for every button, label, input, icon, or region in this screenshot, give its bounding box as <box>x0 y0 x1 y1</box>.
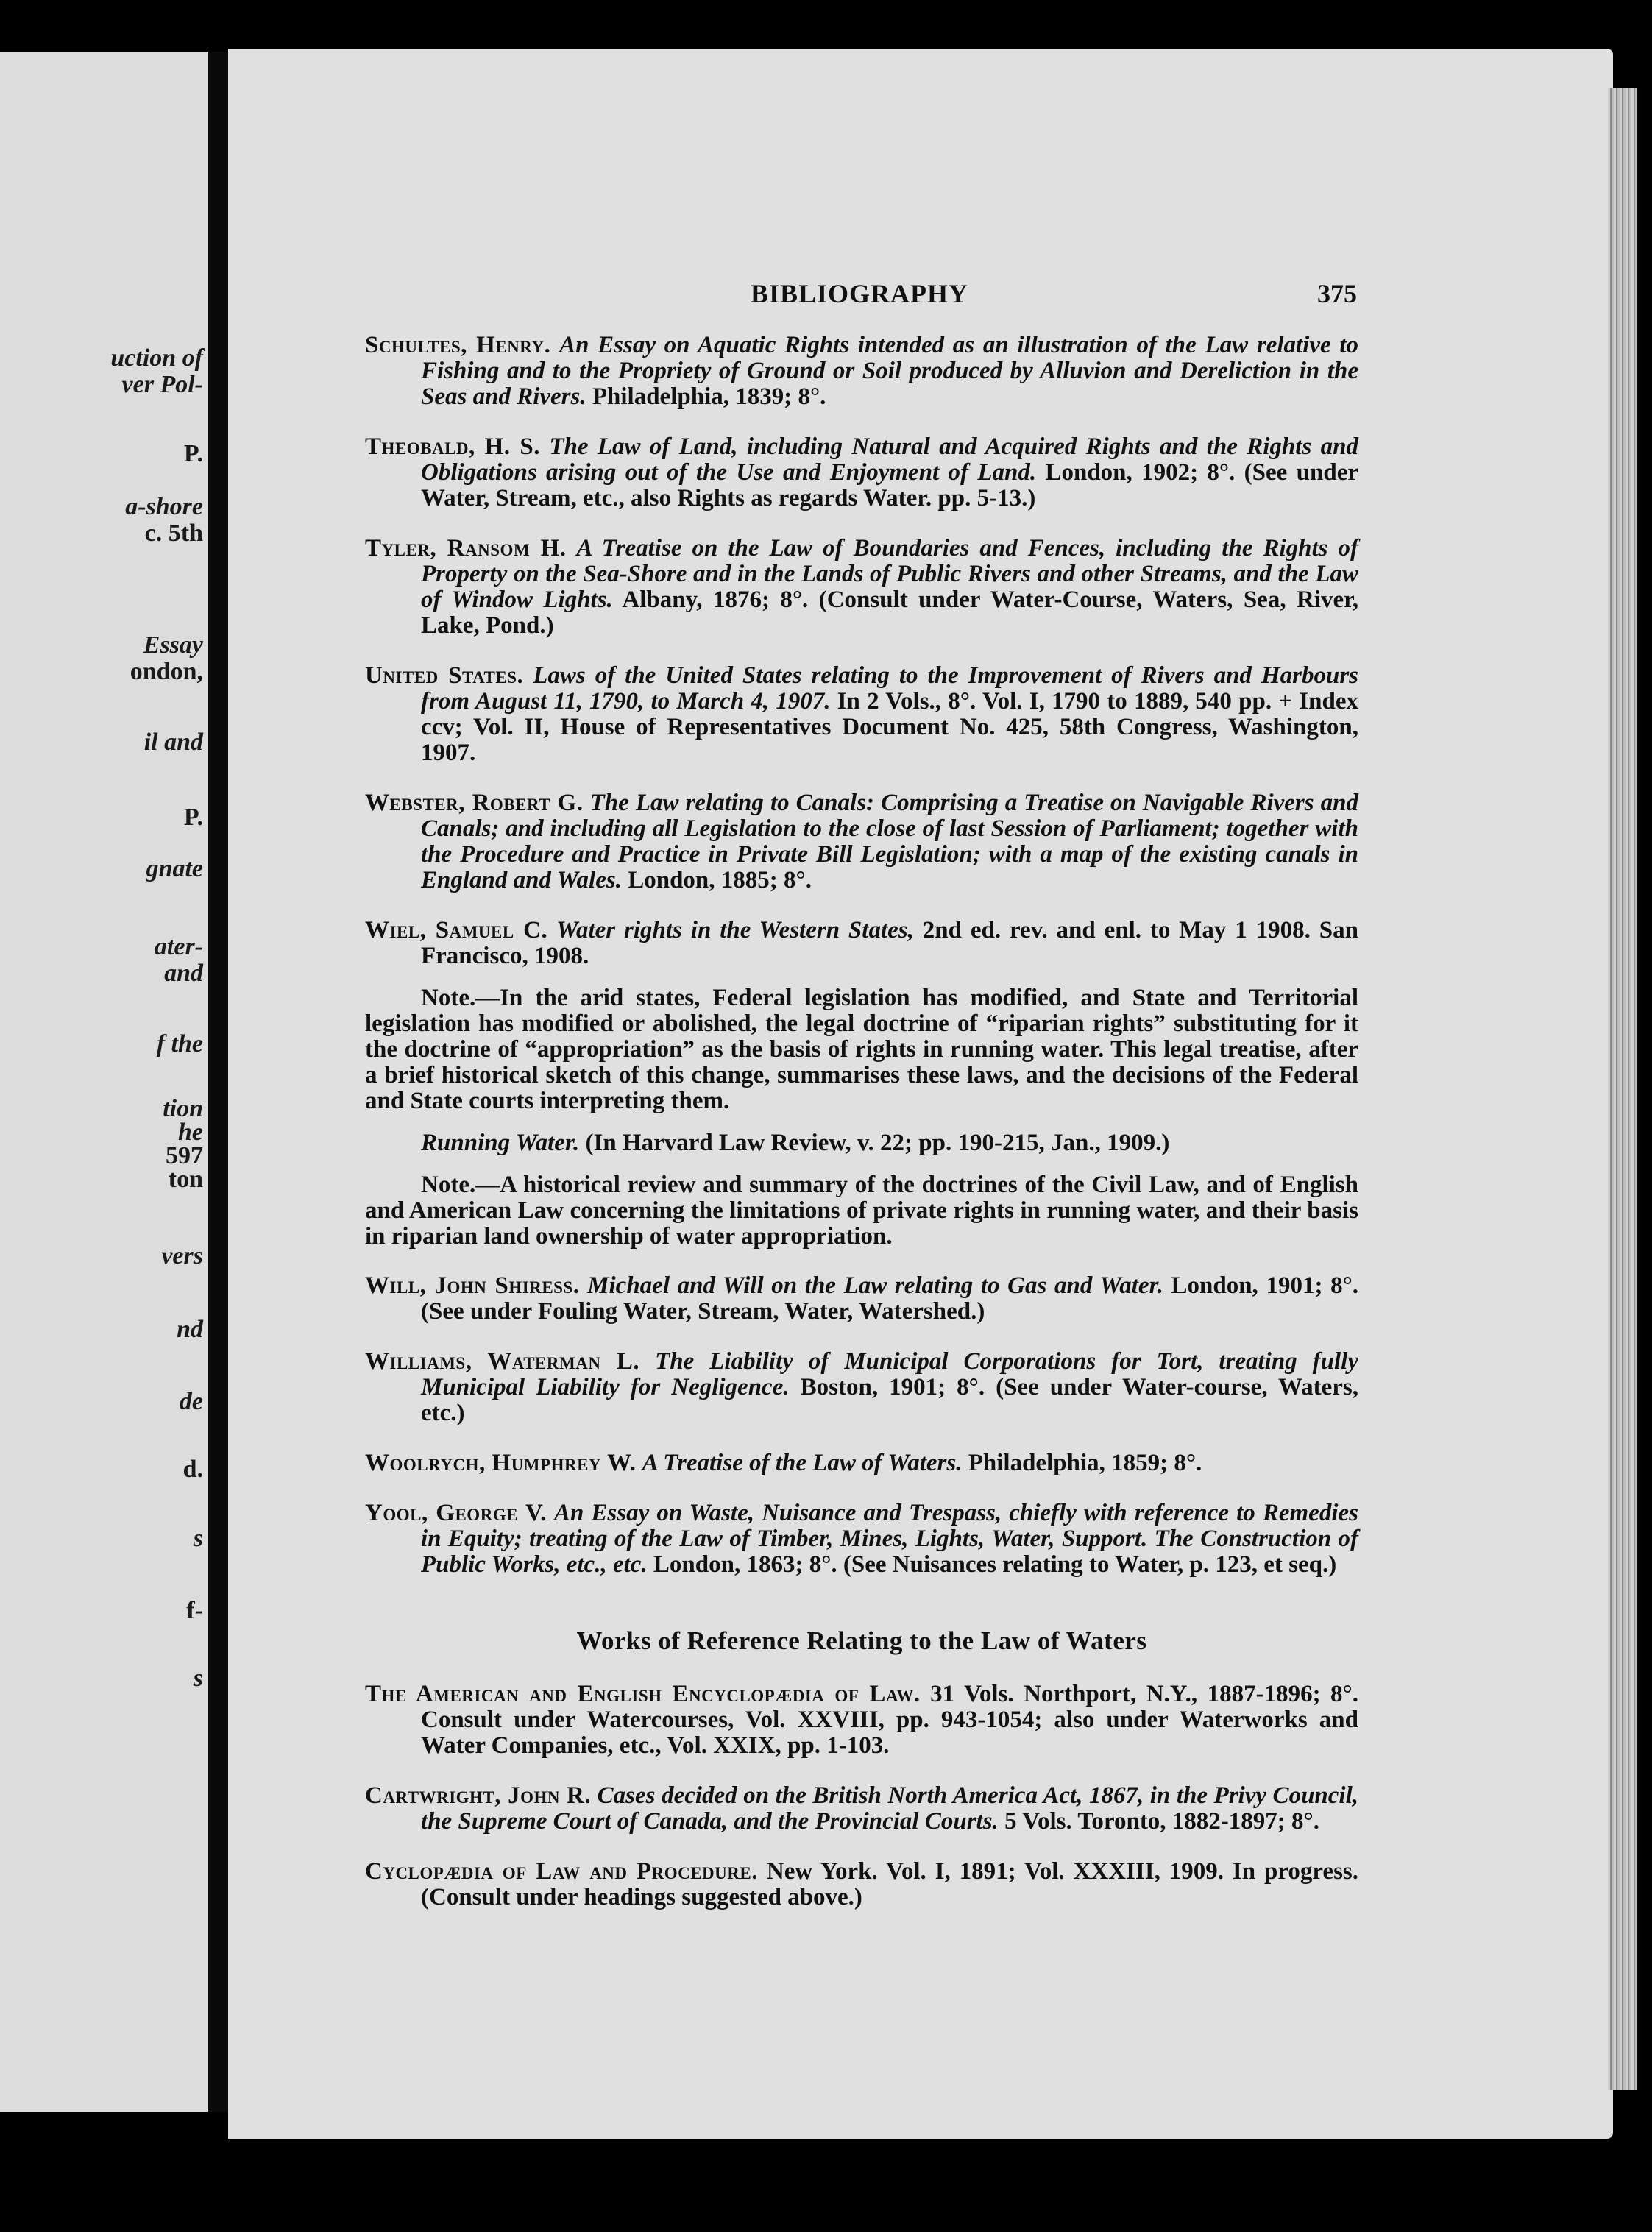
facing-page-fragment: ton <box>168 1166 203 1193</box>
entry-author: Williams, Waterman L. <box>365 1348 640 1375</box>
entry-details: 5 Vols. Toronto, 1882-1897; 8°. <box>1004 1808 1319 1835</box>
facing-page-fragment: ver Pol- <box>121 371 203 398</box>
bibliography-entry <box>365 1501 1358 1578</box>
reference-entry <box>365 1682 1358 1759</box>
entry-details: London, 1885; 8°. <box>628 867 812 893</box>
facing-page-fragment: nd <box>177 1316 203 1343</box>
entry-title: The Law of Land, including Natural and Acquired Rights and the Rights and Obligations arising out of the Use and Enjoyment of Land. <box>421 433 1358 486</box>
facing-page-fragment: s <box>193 1665 203 1692</box>
facing-page-fragment: P. <box>183 440 203 467</box>
bibliography-entry <box>365 333 1358 410</box>
entry-note: Note.—In the arid states, Federal legislation has modified, and State and Territorial legislation has modified or abolished, the legal doctrine of “riparian rights” substituting for it the doctrine of “appropriation” as the basis of rights in running water. This legal treatise, after a brief historical sketch of this change, summarises these laws, and the decisions of the Federal and State courts interpreting them. <box>365 985 1358 1114</box>
bibliography-subentry <box>365 1130 1358 1156</box>
bibliography-entry <box>365 536 1358 639</box>
entry-author: United States. <box>365 662 524 689</box>
entry-author: Cyclopædia of Law and Procedure. <box>365 1858 758 1885</box>
entry-title: A Treatise of the Law of Waters. <box>642 1450 963 1476</box>
entry-title: A Treatise on the Law of Boundaries and Fences, including the Rights of Property on the Sea-Shore and in the Lands of Public Rivers and other Streams, and the Law of Window Lights. <box>421 535 1359 613</box>
entry-details: New York. Vol. I, 1891; Vol. XXXIII, 1909. In progress. (Consult under headings suggested above.) <box>421 1858 1359 1910</box>
book-gutter <box>208 52 228 2112</box>
page-edges <box>1608 88 1637 2090</box>
facing-page <box>0 52 208 2112</box>
entry-author: Webster, Robert G. <box>365 790 584 816</box>
entry-details: London, 1863; 8°. (See Nuisances relating to Water, p. 123, et seq.) <box>653 1551 1337 1578</box>
facing-page-fragment: il and <box>143 729 203 756</box>
entry-author: Schultes, Henry. <box>365 332 551 358</box>
facing-page-fragment: ater- <box>154 933 203 960</box>
page-number: 375 <box>1317 279 1357 308</box>
facing-page-fragment: he <box>178 1119 203 1146</box>
entry-details: (In Harvard Law Review, v. 22; pp. 190-215, Jan., 1909.) <box>585 1130 1170 1156</box>
facing-page-fragment: 597 <box>166 1142 203 1169</box>
entry-title: Water rights in the Western States, <box>556 917 914 943</box>
facing-page-fragment: gnate <box>146 855 203 882</box>
entry-details: 2nd ed. rev. and enl. to May 1 1908. San Francisco, 1908. <box>421 917 1359 969</box>
bibliography-entry <box>365 1349 1358 1426</box>
entry-details: In 2 Vols., 8°. Vol. I, 1790 to 1889, 540 pp. + Index ccv; Vol. II, House of Representatives Document No. 425, 58th Congress, Washington, 1907. <box>421 688 1358 766</box>
entry-author: Woolrych, Humphrey W. <box>365 1450 637 1476</box>
entry-title: Laws of the United States relating to the Improvement of Rivers and Harbours from August 11, 1790, to March 4, 1907. <box>421 662 1359 715</box>
facing-page-fragment: de <box>179 1388 203 1415</box>
facing-page-fragment: s <box>193 1525 203 1552</box>
running-header: BIBLIOGRAPHY <box>751 279 969 308</box>
entry-details: Philadelphia, 1859; 8°. <box>968 1450 1202 1476</box>
entry-title: An Essay on Aquatic Rights intended as an illustration of the Law relative to Fishing and to the Propriety of Ground or Soil produced by Alluvion and Dereliction in the Seas and Rivers. <box>421 332 1359 410</box>
entry-details: Philadelphia, 1839; 8°. <box>592 383 826 410</box>
entry-author: Cartwright, John R. <box>365 1782 592 1809</box>
entry-note: Note.—A historical review and summary of the doctrines of the Civil Law, and of English and American Law concerning the limitations of private rights in running water, and their basis in riparian land ownership of water appropriation. <box>365 1172 1358 1250</box>
section-heading: Works of Reference Relating to the Law of Waters <box>576 1626 1147 1655</box>
facing-page-fragment: P. <box>183 804 203 831</box>
entry-author: Wiel, Samuel C. <box>365 917 548 943</box>
entry-title: An Essay on Waste, Nuisance and Trespass, chiefly with reference to Remedies in Equity; treating of the Law of Timber, Mines, Lights, Water, Support. The Construction of Public Works, etc., etc. <box>421 1500 1358 1578</box>
entry-details: Albany, 1876; 8°. (Consult under Water-Course, Waters, Sea, River, Lake, Pond.) <box>421 587 1358 639</box>
reference-entry <box>365 1859 1358 1910</box>
entry-title: Michael and Will on the Law relating to Gas and Water. <box>587 1272 1163 1299</box>
entry-author: The American and English Encyclopædia of Law. <box>365 1681 921 1707</box>
facing-page-fragment: and <box>164 960 203 987</box>
entry-author: Will, John Shiress. <box>365 1272 580 1299</box>
entry-author: Yool, George V. <box>365 1500 547 1526</box>
facing-page-fragment: tion <box>163 1095 203 1122</box>
entry-title: Cases decided on the British North America Act, 1867, in the Privy Council, the Supreme Court of Canada, and the Provincial Courts. <box>421 1782 1359 1835</box>
facing-page-fragment: f- <box>186 1597 203 1624</box>
entry-title: The Liability of Municipal Corporations for Tort, treating fully Municipal Liability for Negligence. <box>421 1348 1358 1400</box>
facing-page-fragment: uction of <box>110 344 203 372</box>
entry-title: The Law relating to Canals: Comprising a Treatise on Navigable Rivers and Canals; and including all Legislation to the close of last Session of Parliament; together with the Procedure and Practice in Private Bill Legislation; with a map of the existing canals in England and Wales. <box>421 790 1359 893</box>
entry-author: Tyler, Ransom H. <box>365 535 567 561</box>
facing-page-fragment: Essay <box>143 631 203 659</box>
facing-page-fragment: a-shore <box>125 493 203 520</box>
entry-details: 31 Vols. Northport, N.Y., 1887-1896; 8°. Consult under Watercourses, Vol. XXVIII, pp. 943-1054; also under Waterworks and Water Companies, etc., Vol. XXIX, pp. 1-103. <box>421 1681 1359 1759</box>
bibliography-entry <box>365 663 1358 766</box>
reference-entry <box>365 1783 1358 1835</box>
bibliography-entry <box>365 1273 1358 1325</box>
entry-details: Boston, 1901; 8°. (See under Water-course, Waters, etc.) <box>421 1374 1359 1426</box>
bibliography-body <box>365 274 1358 1935</box>
entry-details: London, 1902; 8°. (See under Water, Stream, etc., also Rights as regards Water. pp. 5-13.) <box>421 459 1358 511</box>
entry-title: Running Water. <box>421 1130 580 1156</box>
facing-page-fragment: ondon, <box>130 658 203 685</box>
bibliography-entry <box>365 1450 1358 1476</box>
bibliography-entry <box>365 918 1358 969</box>
entry-author: Theobald, H. S. <box>365 433 541 460</box>
facing-page-fragment: vers <box>161 1242 203 1269</box>
bibliography-entry <box>365 790 1358 893</box>
facing-page-fragment: c. 5th <box>144 520 203 547</box>
facing-page-fragment: f the <box>156 1030 203 1057</box>
entry-details: London, 1901; 8°. (See under Fouling Water, Stream, Water, Watershed.) <box>421 1272 1359 1325</box>
facing-page-fragment: d. <box>182 1456 203 1483</box>
bibliography-entry <box>365 434 1358 511</box>
